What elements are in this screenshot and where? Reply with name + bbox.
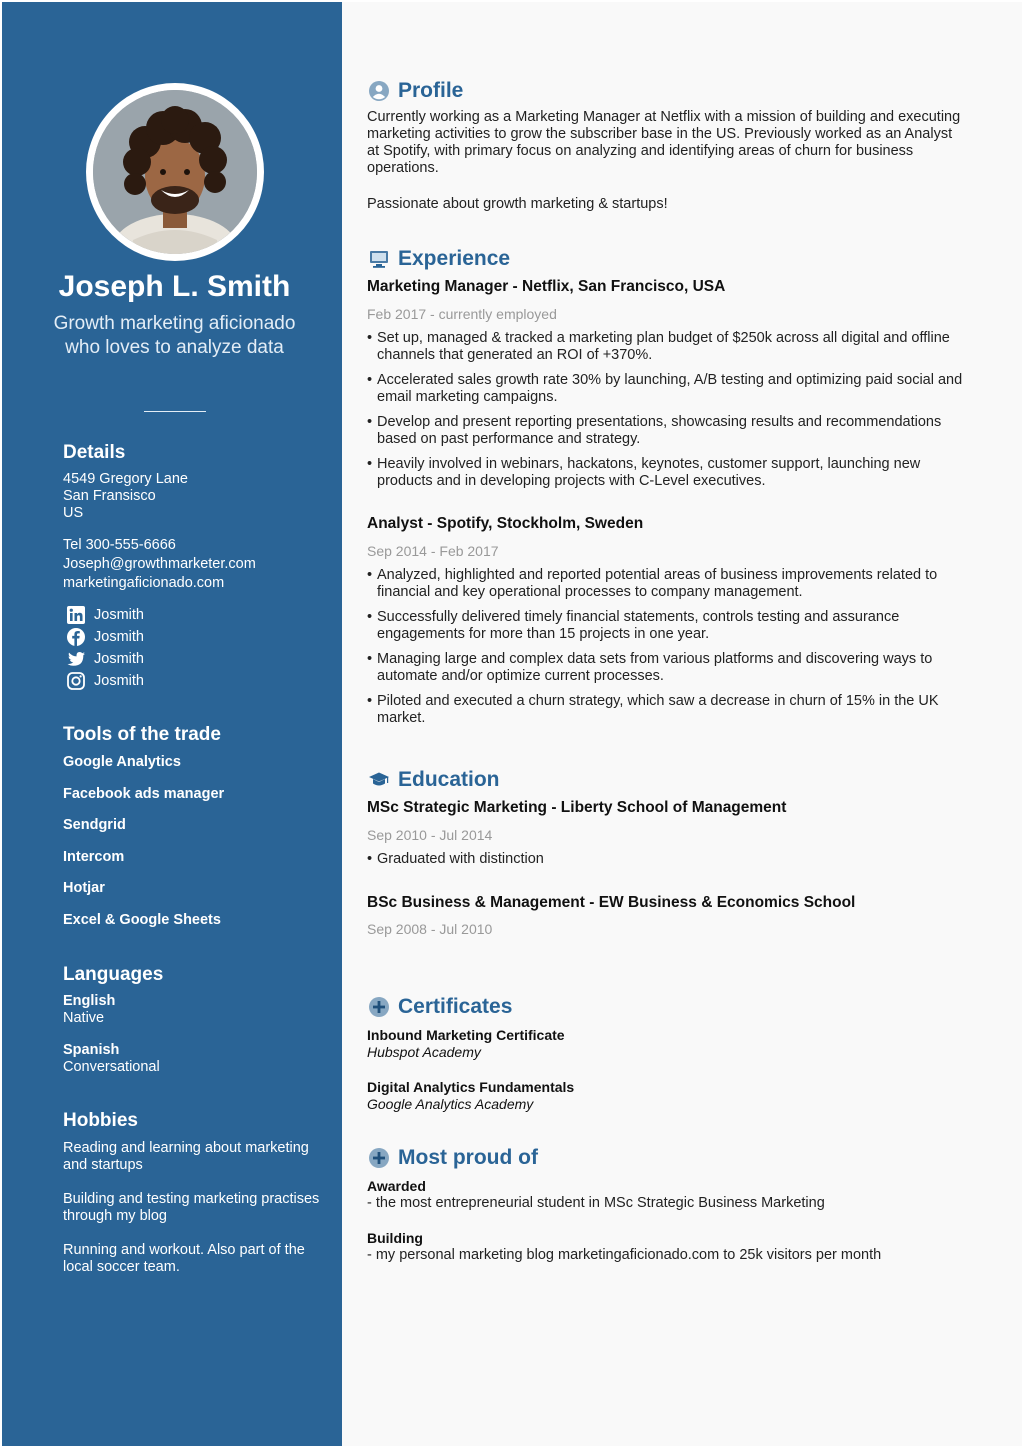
social-linkedin[interactable] (66, 604, 144, 626)
language-level: Native (63, 1010, 105, 1026)
bullet-item: • Develop and present reporting presentations, showcasing results and recommendations based on past performance and strategy. (367, 414, 967, 448)
certificate-item (367, 1079, 574, 1113)
degree-title: MSc Strategic Marketing - Liberty School of Management (367, 799, 787, 816)
certificate-org: Google Analytics Academy (367, 1096, 534, 1112)
profile-summary: Currently working as a Marketing Manager at Netflix with a mission of building and executing marketing activities to grow the subscriber base in the US. Previously worked as an Analyst at Spotify, with primary focus on analyzing and identifying areas of churn for business operations. (367, 109, 961, 176)
section-title: Education (398, 768, 500, 791)
plus-circle-icon (368, 1147, 390, 1169)
plus-circle-icon (368, 996, 390, 1018)
twitter-icon (66, 649, 86, 669)
tool-item: Google Analytics (63, 754, 181, 770)
certificate-item (367, 1027, 565, 1061)
language-name: Spanish (63, 1042, 120, 1058)
main-content (342, 2, 1022, 1446)
social-list (66, 604, 144, 692)
computer-icon (368, 248, 390, 270)
tool-item: Intercom (63, 848, 125, 865)
bullet-item: • Heavily involved in webinars, hackatons, keynotes, customer support, launching new products and in developing projects with C-Level executives. (367, 456, 967, 490)
experience-heading (368, 247, 510, 271)
section-title: Profile (398, 79, 464, 102)
hobby-item: Building and testing marketing practises through my blog (63, 1191, 320, 1224)
avatar-photo (93, 90, 257, 254)
hobbies-list (63, 1140, 323, 1293)
user-icon (368, 80, 390, 102)
proud-title: Building (367, 1230, 423, 1246)
address-block (63, 471, 188, 522)
bullet-item: • Piloted and executed a churn strategy, which saw a decrease in churn of 15% in the UK market. (367, 693, 967, 727)
profile-passion: Passionate about growth marketing & startups! (367, 196, 668, 212)
social-facebook[interactable] (66, 626, 144, 648)
job-dates: Sep 2014 - Feb 2017 (367, 543, 499, 559)
tool-item: Facebook ads manager (63, 785, 225, 802)
social-handle: Josmith (94, 607, 144, 623)
avatar-frame (86, 83, 264, 261)
address-line: 4549 Gregory Lane (63, 471, 188, 487)
address-line: San Fransisco (63, 488, 156, 504)
phone: Tel 300-555-6666 (63, 537, 176, 553)
proud-desc: - the most entrepreneurial student in MSc Strategic Business Marketing (367, 1195, 825, 1211)
hobby-item: Running and workout. Also part of the local soccer team. (63, 1242, 305, 1275)
social-handle: Josmith (94, 673, 144, 689)
email-link[interactable]: Joseph@growthmarketer.com (63, 556, 256, 572)
section-title: Certificates (398, 995, 513, 1018)
certificate-name: Digital Analytics Fundamentals (367, 1079, 575, 1095)
details-heading: Details (63, 442, 126, 463)
profile-heading (368, 79, 463, 103)
hobby-item: Reading and learning about marketing and startups (63, 1140, 309, 1173)
sidebar (2, 2, 342, 1446)
certificate-name: Inbound Marketing Certificate (367, 1027, 565, 1043)
certificates-heading (368, 995, 512, 1019)
proud-heading (368, 1146, 538, 1170)
proud-item (367, 1178, 825, 1212)
tools-heading: Tools of the trade (63, 724, 221, 745)
degree-bullets (367, 851, 967, 876)
tool-item: Sendgrid (63, 817, 126, 834)
proud-title: Awarded (367, 1178, 426, 1194)
certificate-org: Hubspot Academy (367, 1044, 481, 1060)
bullet-item: • Managing large and complex data sets from various platforms and discovering ways to automate and/or optimize current processes. (367, 651, 967, 685)
language-name: English (63, 993, 116, 1009)
tool-item: Excel & Google Sheets (63, 911, 221, 928)
bullet-item: • Set up, managed & tracked a marketing plan budget of $250k across all digital and offline channels that generated an ROI of +370%. (367, 330, 967, 364)
tools-list (63, 754, 224, 944)
person-tagline: Growth marketing aficionado who loves to analyze data (53, 313, 296, 358)
bullet-item: • Analyzed, highlighted and reported potential areas of business improvements related to financial and key operational processes to company management. (367, 567, 967, 601)
instagram-icon (66, 671, 86, 691)
social-twitter[interactable] (66, 648, 144, 670)
language-level: Conversational (63, 1059, 160, 1075)
job-dates: Feb 2017 - currently employed (367, 306, 557, 322)
hobbies-heading: Hobbies (63, 1110, 138, 1131)
linkedin-icon (66, 605, 86, 625)
avatar (93, 90, 257, 254)
degree-title: BSc Business & Management - EW Business & Economics School (367, 894, 856, 911)
bullet-item: • Accelerated sales growth rate 30% by launching, A/B testing and optimizing paid social and email marketing campaigns. (367, 372, 967, 406)
bullet-item: • Successfully delivered timely financial statements, controls testing and assurance engagements for more than 15 projects in one year. (367, 609, 967, 643)
degree-dates: Sep 2008 - Jul 2010 (367, 921, 493, 937)
bullet-item: • Graduated with distinction (367, 851, 967, 868)
job-title: Marketing Manager - Netflix, San Francisco, USA (367, 278, 726, 295)
degree-dates: Sep 2010 - Jul 2014 (367, 827, 493, 843)
language-spanish (63, 1042, 160, 1076)
address-line: US (63, 505, 84, 521)
education-heading (368, 768, 500, 792)
facebook-icon (66, 627, 86, 647)
proud-item (367, 1230, 881, 1264)
person-name: Joseph L. Smith (58, 270, 291, 303)
section-title: Most proud of (398, 1146, 538, 1169)
contact-block (63, 536, 256, 593)
section-title: Experience (398, 247, 511, 270)
proud-desc: - my personal marketing blog marketingaficionado.com to 25k visitors per month (367, 1247, 882, 1263)
tool-item: Hotjar (63, 880, 105, 897)
job-bullets (367, 330, 967, 498)
social-instagram[interactable] (66, 670, 144, 692)
social-handle: Josmith (94, 651, 144, 667)
graduation-cap-icon (368, 769, 390, 791)
job-title: Analyst - Spotify, Stockholm, Sweden (367, 515, 644, 532)
social-handle: Josmith (94, 629, 144, 645)
job-bullets (367, 567, 967, 735)
languages-heading: Languages (63, 964, 164, 985)
divider (144, 411, 206, 412)
language-english (63, 993, 115, 1027)
website-link[interactable]: marketingaficionado.com (63, 575, 225, 591)
